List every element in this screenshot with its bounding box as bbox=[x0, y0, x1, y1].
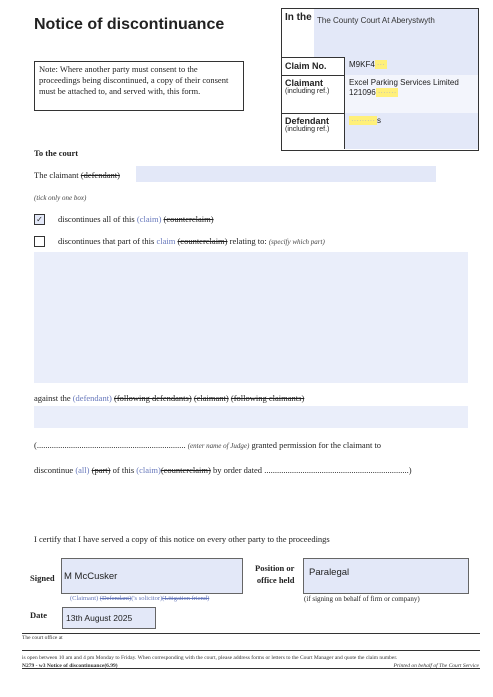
option-all-prefix: discontinues all of this bbox=[58, 214, 135, 224]
court-name: The County Court At Aberystwyth bbox=[317, 16, 435, 25]
date-label: Date bbox=[30, 610, 47, 620]
tick-only-one-note: (tick only one box) bbox=[34, 194, 87, 202]
claim-no-row bbox=[282, 57, 478, 76]
option-all-text bbox=[58, 214, 214, 224]
defendant-sub-label: (including ref.) bbox=[285, 126, 330, 133]
date-value: 13th August 2025 bbox=[66, 613, 133, 623]
date-field[interactable] bbox=[62, 607, 156, 629]
office-hours-line: is open between 10 am and 4 pm Monday to Friday. When corresponding with the court, please address forms or letters to the Court Manager and quote the claim number. bbox=[22, 655, 398, 661]
option-part-text bbox=[58, 236, 325, 246]
against-parties-field[interactable] bbox=[34, 406, 468, 428]
signed-sub-litigation-friend: (Litigation friend) bbox=[162, 595, 210, 602]
option-part-counterclaim: (counterclaim) bbox=[177, 236, 228, 246]
position-label-2: office held bbox=[256, 575, 295, 585]
against-prefix: against the bbox=[34, 393, 71, 403]
footer-divider-top bbox=[22, 633, 480, 634]
defendant-row bbox=[282, 113, 478, 149]
form-code: N279 - w3 Notice of discontinuance(6.99) bbox=[22, 663, 118, 669]
discontinue-order: by order dated bbox=[212, 465, 263, 475]
position-sub-note: (if signing on behalf of firm or company) bbox=[304, 595, 420, 603]
signed-capacity-line bbox=[70, 595, 209, 602]
against-defendant: (defendant) bbox=[72, 393, 112, 403]
discontinue-order-line bbox=[34, 465, 412, 475]
claimant-row bbox=[282, 75, 478, 114]
court-name-field[interactable] bbox=[314, 9, 478, 57]
certify-statement: I certify that I have served a copy of this notice on every other party to the proceedings bbox=[34, 534, 330, 544]
discontinue-of-this: of this bbox=[112, 465, 135, 475]
signed-sub-defendant: (Defendant) bbox=[99, 595, 132, 602]
part-description-textarea[interactable] bbox=[34, 252, 468, 383]
permission-dots: ...................................................................... bbox=[36, 440, 186, 450]
position-value: Paralegal bbox=[309, 567, 350, 578]
option-part-claim: claim bbox=[156, 236, 176, 246]
permission-line bbox=[34, 440, 381, 450]
signed-sub-solicitor: ('s solicitor) bbox=[131, 595, 163, 602]
against-claimant: (claimant) bbox=[193, 393, 229, 403]
consent-note: Note: Where another party must consent to the proceedings being discontinued, a copy of their consent must be attached to, and served with, this form. bbox=[34, 61, 244, 111]
order-dots: ................................................................... bbox=[264, 465, 407, 475]
against-following-claimants: (following claimants) bbox=[230, 393, 305, 403]
defendant-label: Defendant bbox=[285, 116, 330, 126]
against-line bbox=[34, 393, 304, 403]
printed-on: Printed on behalf of The Court Service bbox=[393, 663, 479, 669]
against-following-defendants: (following defendants) bbox=[114, 393, 192, 403]
court-row bbox=[282, 9, 478, 58]
signed-sub-claimant: (Claimant) bbox=[70, 595, 99, 602]
discontinue-part: (part) bbox=[91, 465, 111, 475]
court-details-table bbox=[281, 8, 479, 151]
to-the-court-heading: To the court bbox=[34, 148, 79, 158]
discontinue-all-checkbox[interactable] bbox=[34, 214, 45, 225]
claim-no-label: Claim No. bbox=[285, 61, 327, 71]
claim-no-field[interactable] bbox=[344, 57, 478, 75]
enter-name-judge: (enter name of Judge) bbox=[187, 442, 250, 450]
discontinue-claim: (claim) bbox=[136, 465, 161, 475]
claimant-field[interactable] bbox=[344, 75, 478, 113]
option-part-specify: (specify which part) bbox=[268, 238, 325, 246]
option-all-counterclaim: (counterclaim) bbox=[163, 214, 214, 224]
signed-value: M McCusker bbox=[64, 571, 118, 582]
claimant-ref: 121096 bbox=[349, 88, 376, 97]
defendant-redaction: ········· bbox=[351, 116, 375, 125]
position-label-1: Position or bbox=[255, 563, 295, 573]
discontinue-all: (all) bbox=[75, 465, 90, 475]
claimant-party-field[interactable] bbox=[136, 166, 436, 182]
position-field[interactable] bbox=[303, 558, 469, 594]
defendant-suffix: s bbox=[376, 116, 381, 125]
claimant-sub-label: (including ref.) bbox=[285, 88, 330, 95]
discontinue-counterclaim: (counterclaim) bbox=[160, 465, 211, 475]
claimant-value: Excel Parking Services Limited bbox=[349, 78, 459, 87]
option-part-suffix: relating to: bbox=[229, 236, 267, 246]
discontinue-part-checkbox[interactable] bbox=[34, 236, 45, 247]
office-line: The court office at bbox=[22, 635, 63, 641]
signed-label: Signed bbox=[30, 573, 55, 583]
option-all-claim: (claim) bbox=[136, 214, 162, 224]
option-part-prefix: discontinues that part of this bbox=[58, 236, 155, 246]
claimant-defendant-option: (defendant) bbox=[80, 170, 120, 180]
claim-no-redaction: ··· bbox=[376, 60, 385, 69]
page-title: Notice of discontinuance bbox=[34, 16, 225, 33]
order-close: .) bbox=[406, 465, 412, 475]
claim-no-value: M9KF4 bbox=[349, 60, 375, 69]
permission-open: ( bbox=[34, 440, 37, 450]
footer-divider-mid bbox=[22, 650, 480, 651]
permission-text: granted permission for the claimant to bbox=[251, 440, 382, 450]
defendant-field[interactable] bbox=[344, 113, 478, 149]
claimant-label: Claimant bbox=[285, 78, 324, 88]
position-label bbox=[255, 562, 294, 586]
discontinue-prefix: discontinue bbox=[34, 465, 74, 475]
check-icon: ✓ bbox=[36, 215, 43, 224]
claimant-line bbox=[34, 170, 120, 180]
claimant-ref-redaction: ······· bbox=[377, 88, 397, 97]
in-the-label: In the bbox=[285, 12, 312, 23]
signed-field[interactable] bbox=[61, 558, 243, 594]
claimant-line-label: The claimant bbox=[34, 170, 79, 180]
